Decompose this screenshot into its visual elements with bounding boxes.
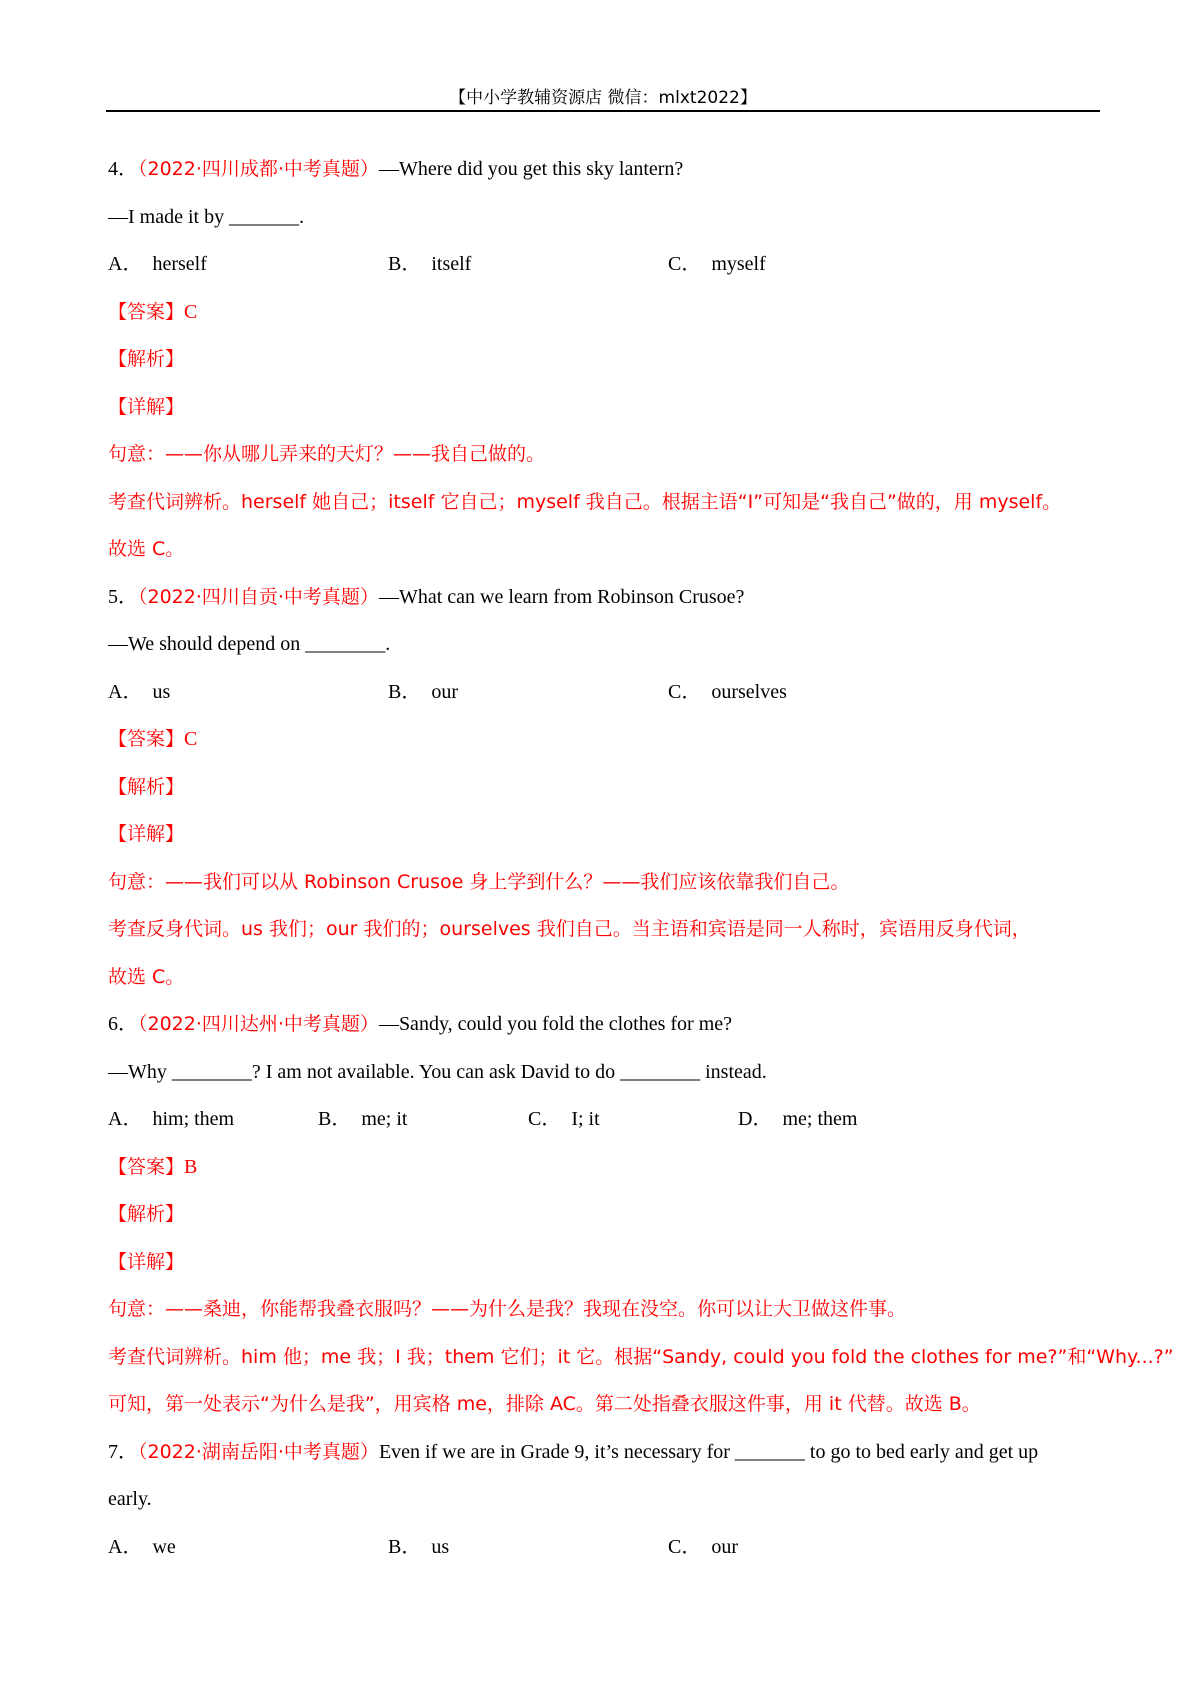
- option-a: A． herself: [108, 253, 207, 275]
- option-b: B． us: [388, 1535, 450, 1558]
- option-c: C． ourselves: [668, 680, 787, 703]
- answer-line: 【答案】B: [108, 1155, 198, 1178]
- question-6: [108, 1001, 1174, 1429]
- question-source: （2022·四川达州·中考真题）: [138, 1013, 379, 1035]
- detail-label: 【详解】: [108, 1250, 185, 1273]
- detail-label: 【详解】: [108, 395, 185, 418]
- answer-value: B: [184, 1155, 198, 1178]
- option-b: B． itself: [388, 253, 472, 275]
- option-a: A． us: [108, 680, 171, 703]
- explanation-line: 考查反身代词。us 我们；our 我们的；ourselves 我们自己。当主语和宾语是同一人称时，宾语用反身代词，: [108, 918, 1031, 940]
- option-b: B． our: [388, 680, 459, 703]
- question-line-2: early.: [108, 1488, 152, 1510]
- question-text: Even if we are in Grade 9, it’s necessary for _______ to go to bed early and get up: [378, 1440, 1039, 1463]
- option-c: C． I; it: [528, 1108, 600, 1130]
- option-c: C． myself: [668, 253, 766, 275]
- question-text: —What can we learn from Robinson Crusoe?: [378, 585, 745, 608]
- question-text: —Where did you get this sky lantern?: [378, 158, 684, 180]
- explanation-line: 考查代词辨析。him 他；me 我；I 我；them 它们；it 它。根据“Sandy, could you fold the clothes for me?”和“Why...?”: [108, 1345, 1174, 1368]
- question-number: 4．: [108, 158, 138, 180]
- header-divider: [106, 110, 1100, 112]
- answer-line: 【答案】C: [108, 728, 198, 750]
- option-b: B． me; it: [318, 1108, 408, 1130]
- question-number: 6．: [108, 1013, 138, 1035]
- question-5: [108, 574, 1102, 1002]
- explanation-line: 考查代词辨析。herself 她自己；itself 它自己；myself 我自己。根据主语“I”可知是“我自己”做的，用 myself。: [108, 490, 1062, 513]
- question-text: —Sandy, could you fold the clothes for me?: [378, 1013, 733, 1035]
- question-stem: [108, 1001, 1102, 1049]
- explanation-line: 句意：——桑迪，你能帮我叠衣服吗？——为什么是我？我现在没空。你可以让大卫做这件事。: [108, 1298, 907, 1320]
- analysis-label: 【解析】: [108, 775, 185, 798]
- question-line-2: —Why ________? I am not available. You can ask David to do ________ instead.: [108, 1060, 767, 1083]
- page-header: 【中小学教辅资源店 微信：mlxt2022】: [449, 88, 757, 108]
- answer-value: C: [184, 300, 198, 323]
- answer-options: [108, 1096, 1102, 1144]
- question-stem: [108, 1429, 1102, 1477]
- question-4: [108, 146, 1102, 574]
- option-c: C． our: [668, 1535, 739, 1558]
- explanation-line: 故选 C。: [108, 538, 185, 560]
- explanation-line: 故选 C。: [108, 965, 185, 988]
- document-body: [108, 146, 1174, 1571]
- answer-options: [108, 1524, 1102, 1572]
- detail-label: 【详解】: [108, 823, 185, 845]
- option-a: A． him; them: [108, 1108, 235, 1130]
- answer-value: C: [184, 728, 198, 750]
- answer-options: [108, 241, 1102, 289]
- analysis-label: 【解析】: [108, 348, 185, 370]
- question-source: （2022·湖南岳阳·中考真题）: [138, 1440, 379, 1463]
- answer-line: 【答案】C: [108, 300, 198, 323]
- answer-options: [108, 669, 1102, 717]
- question-line-2: —We should depend on ________.: [108, 633, 391, 655]
- question-7: [108, 1429, 1102, 1572]
- explanation-line: 句意：——你从哪儿弄来的天灯？——我自己做的。: [108, 443, 546, 465]
- analysis-label: 【解析】: [108, 1203, 185, 1225]
- explanation-line: 句意：——我们可以从 Robinson Crusoe 身上学到什么？——我们应该依靠我们自己。: [108, 870, 850, 893]
- explanation-line: 可知，第一处表示“为什么是我”，用宾格 me，排除 AC。第二处指叠衣服这件事，用 it 代替。故选 B。: [108, 1393, 981, 1415]
- question-number: 7．: [108, 1440, 138, 1463]
- question-line-2: —I made it by _______.: [108, 205, 305, 228]
- option-d: D． me; them: [738, 1108, 858, 1130]
- question-source: （2022·四川自贡·中考真题）: [138, 585, 379, 608]
- question-source: （2022·四川成都·中考真题）: [138, 158, 379, 180]
- option-a: A． we: [108, 1535, 176, 1558]
- question-stem: [108, 146, 1102, 194]
- question-number: 5．: [108, 585, 138, 608]
- question-stem: [108, 574, 1102, 622]
